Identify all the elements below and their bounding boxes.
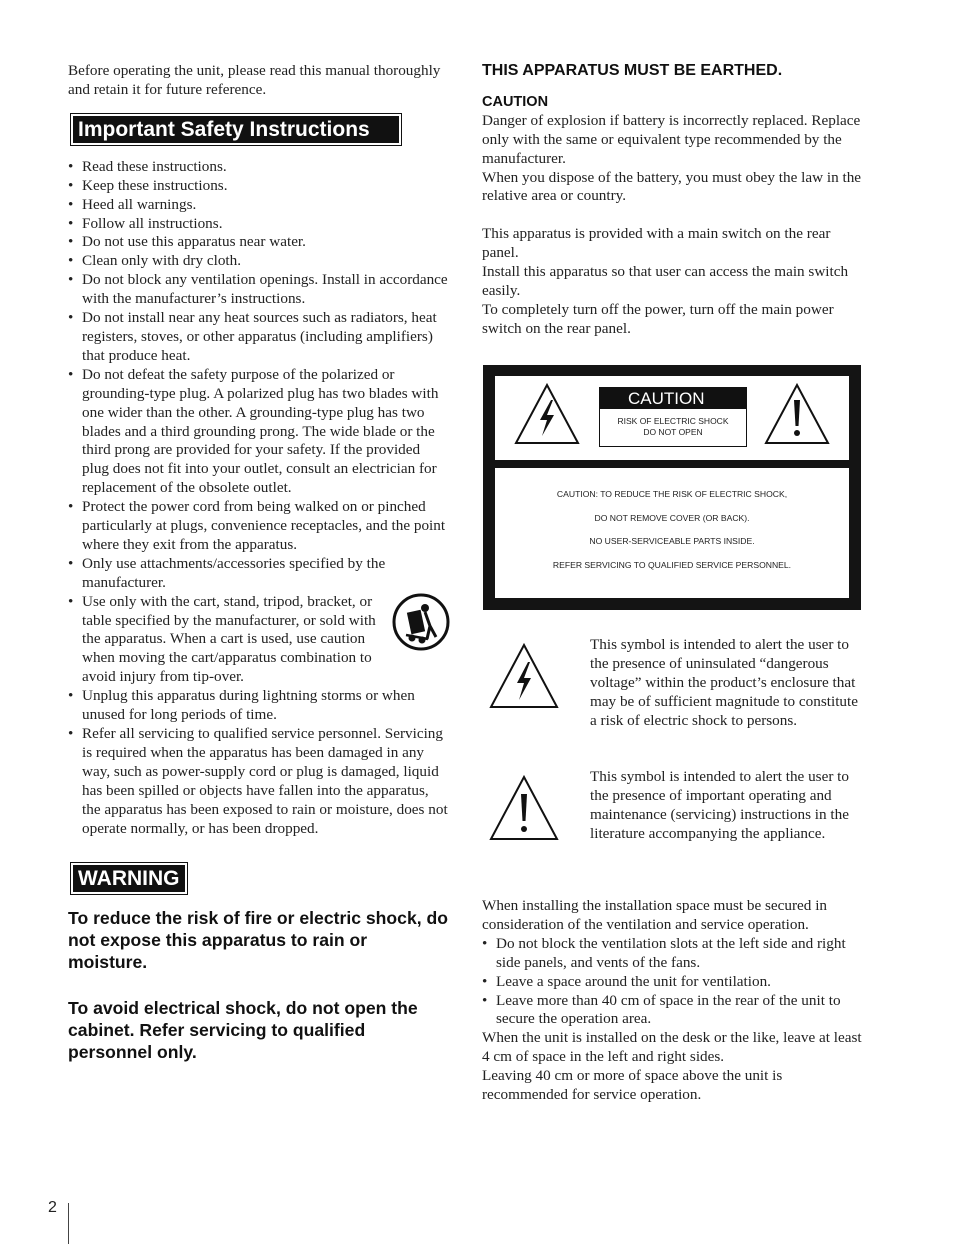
caution-text-2: When you dispose of the battery, you must obey the law in the relative area or country. — [482, 168, 862, 205]
list-item: • Leave a space around the unit for ventilation. — [482, 973, 862, 992]
list-item: • Do not install near any heat sources such as radiators, heat registers, stoves, or other apparatus (including amplifiers) that produce heat. — [68, 309, 450, 366]
label-line: REFER SERVICING TO QUALIFIED SERVICE PERSONNEL. — [552, 560, 792, 570]
list-item: • Only use attachments/accessories specified by the manufacturer. — [68, 555, 450, 593]
list-item: • Protect the power cord from being walked on or pinched particularly at plugs, convenience receptacles, and the point where they exit from the apparatus. — [68, 498, 450, 555]
caution-sign-line-2: DO NOT OPEN — [643, 427, 703, 437]
label-top-panel — [495, 376, 849, 460]
caution-text-1: Danger of explosion if battery is incorrectly replaced. Replace only with the same or equivalent type recommended by the manufacturer. — [482, 111, 861, 167]
label-line: DO NOT REMOVE COVER (OR BACK). — [594, 513, 750, 523]
install-text-1: When installing the installation space must be secured in consideration of the ventilation and service operation. — [482, 897, 828, 933]
exclamation-triangle-icon — [488, 774, 560, 842]
caution-sign-line-1: RISK OF ELECTRIC SHOCK — [617, 416, 729, 426]
cart-warning-icon — [392, 593, 450, 651]
switch-text-3: To completely turn off the power, turn off the main power switch on the rear panel. — [482, 300, 834, 337]
label-line: NO USER-SERVICEABLE PARTS INSIDE. — [589, 536, 755, 546]
list-item: • Heed all warnings. — [68, 196, 450, 215]
switch-text-1: This apparatus is provided with a main switch on the rear panel. — [482, 225, 831, 262]
label-line: CAUTION: TO REDUCE THE RISK OF ELECTRIC SHOCK, — [556, 489, 788, 499]
list-item: • Keep these instructions. — [68, 177, 450, 196]
lightning-triangle-icon — [513, 382, 581, 446]
caution-heading: CAUTION — [482, 93, 549, 110]
list-item: • Follow all instructions. — [68, 215, 450, 234]
install-text-3: Leaving 40 cm or more of space above the unit is recommended for service operation. — [482, 1067, 783, 1104]
label-bottom-panel — [495, 468, 849, 598]
exclamation-triangle-icon — [763, 382, 831, 446]
list-item: • Do not block the ventilation slots at the left side and right side panels, and vents of the fans. — [482, 935, 862, 973]
list-item: • Leave more than 40 cm of space in the rear of the unit to secure the operation area. — [482, 992, 862, 1030]
page-number: 2 — [48, 1199, 57, 1216]
install-text-2: When the unit is installed on the desk or the like, leave at least 4 cm of space in the left and right sides. — [482, 1029, 862, 1066]
warning-text-1: To reduce the risk of fire or electric shock, do not expose this apparatus to rain or moisture. — [68, 908, 449, 973]
list-item: • Do not defeat the safety purpose of the polarized or grounding-type plug. A polarized plug has two blades with one wider than the other. A grounding-type plug has two blades and a third grounding prong. The wide blade or the third prong are provided for your safety. If the provided plug does not fit into your outlet, consult an electrician for replacement of the obsolete outlet. — [68, 366, 450, 498]
list-item: • Do not block any ventilation openings. Install in accordance with the manufacturer’s instructions. — [68, 271, 450, 309]
list-item: • Unplug this apparatus during lightning storms or when unused for long periods of time. — [68, 687, 450, 725]
caution-label — [483, 365, 861, 610]
list-item: • Do not use this apparatus near water. — [68, 233, 450, 252]
caution-sign-title: CAUTION — [600, 388, 746, 409]
cart-item-text: Use only with the cart, stand, tripod, bracket, or table specified by the manufacturer, or sold with the apparatus. When a cart is used, use caution when moving the cart/apparatus combination to avoid injury from tip-over. — [82, 592, 376, 686]
installation-section — [482, 897, 862, 1105]
isi-list — [68, 158, 450, 839]
list-item: • Read these instructions. — [68, 158, 450, 177]
left-column — [68, 62, 450, 1063]
symbol-exclamation-text: This symbol is intended to alert the user to the presence of important operating and maintenance (servicing) instructions in the literature accompanying the appliance. — [590, 768, 849, 842]
page-number-rule — [68, 1203, 69, 1244]
install-list — [482, 935, 862, 1030]
isi-title: Important Safety Instructions — [70, 113, 402, 146]
list-item-cart — [68, 593, 450, 688]
intro-text: Before operating the unit, please read this manual thoroughly and retain it for future reference. — [68, 62, 441, 98]
list-item: • Refer all servicing to qualified service personnel. Servicing is required when the apparatus has been damaged in any way, such as power-supply cord or plug is damaged, liquid has been spilled or objects have fallen into the apparatus, the apparatus has been exposed to rain or moisture, does not operate normally, or has been dropped. — [68, 725, 450, 838]
list-item: • Clean only with dry cloth. — [68, 252, 450, 271]
warning-text-2: To avoid electrical shock, do not open the cabinet. Refer servicing to qualified personnel only. — [68, 998, 418, 1063]
warning-title: WARNING — [70, 862, 188, 895]
lightning-triangle-icon — [488, 642, 560, 710]
switch-text-2: Install this apparatus so that user can access the main switch easily. — [482, 263, 849, 299]
symbol-lightning-text: This symbol is intended to alert the user to the presence of uninsulated “dangerous voltage” within the product’s enclosure that may be of sufficient magnitude to constitute a risk of electric shock to persons. — [590, 636, 858, 729]
earthed-heading: THIS APPARATUS MUST BE EARTHED. — [482, 62, 783, 79]
caution-sign — [599, 387, 747, 447]
right-column — [482, 62, 862, 339]
